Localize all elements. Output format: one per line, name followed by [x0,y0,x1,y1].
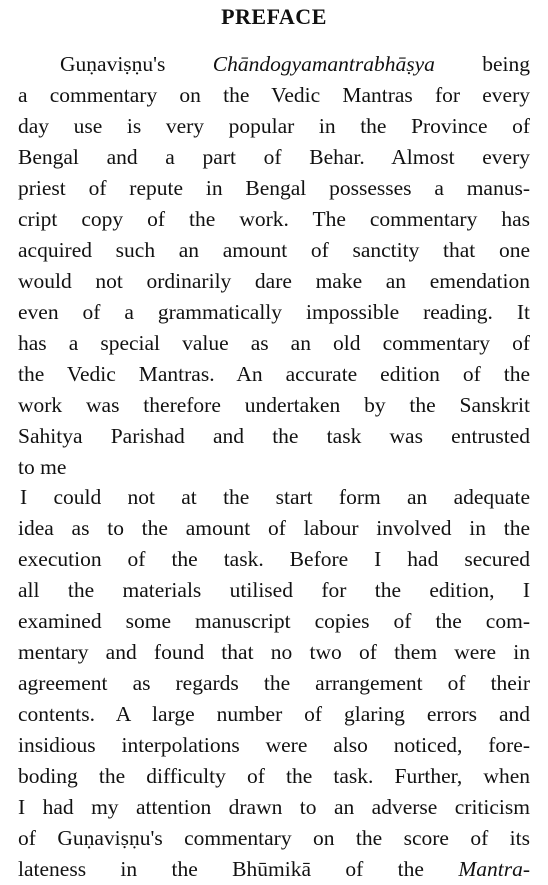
paragraph-line: cript copy of the work. The commentary has [18,207,530,231]
paragraph-line: a commentary on the Vedic Mantras for every [18,83,530,107]
paragraph-2 [18,482,530,885]
paragraph-line: even of a grammatically impossible reading. It [18,300,530,324]
paragraph-1 [18,49,530,483]
text-run: lateness in the Bhūmikā of the [18,857,459,881]
paragraph-line: insidious interpolations were also noticed, fore- [18,733,530,757]
paragraph-line: idea as to the amount of labour involved in the [18,516,530,540]
paragraph-line: Sahitya Parishad and the task was entrusted [18,424,530,448]
text-run: Guṇaviṣṇu's [60,52,213,76]
text-run: being [434,52,530,76]
paragraph-line: acquired such an amount of sanctity that one [18,238,530,262]
paragraph-line: would not ordinarily dare make an emendation [18,269,530,293]
paragraph-line: Bengal and a part of Behar. Almost every [18,145,530,169]
italic-title-run: Mantra- [458,857,530,881]
paragraph-line: day use is very popular in the Province of [18,114,530,138]
paragraph-line: the Vedic Mantras. An accurate edition of the [18,362,530,386]
paragraph-line: work was therefore undertaken by the Sanskrit [18,393,530,417]
paragraph-line: execution of the task. Before I had secured [18,547,530,571]
paragraph-line: I had my attention drawn to an adverse criticism [18,795,530,819]
paragraph-line [18,854,530,885]
paragraph-line: priest of repute in Bengal possesses a manus- [18,176,530,200]
paragraph-line: has a special value as an old commentary of [18,331,530,355]
paragraph-line: I could not at the start form an adequate [20,485,530,509]
paragraph-line: contents. A large number of glaring errors and [18,702,530,726]
paragraph-line: examined some manuscript copies of the com- [18,609,530,633]
paragraph-line: to me [18,455,67,479]
paragraph-line: mentary and found that no two of them were in [18,640,530,664]
page-title: PREFACE [221,4,327,29]
paragraph-line: all the materials utilised for the edition, I [18,578,530,602]
italic-title-run: Chāndogyamantrabhāṣya [212,52,435,76]
paragraph-line: boding the difficulty of the task. Further, when [18,764,530,788]
paragraph-line: agreement as regards the arrangement of their [18,671,530,695]
paragraph-line [18,49,530,80]
paragraph-line: of Guṇaviṣṇu's commentary on the score of its [18,826,530,850]
